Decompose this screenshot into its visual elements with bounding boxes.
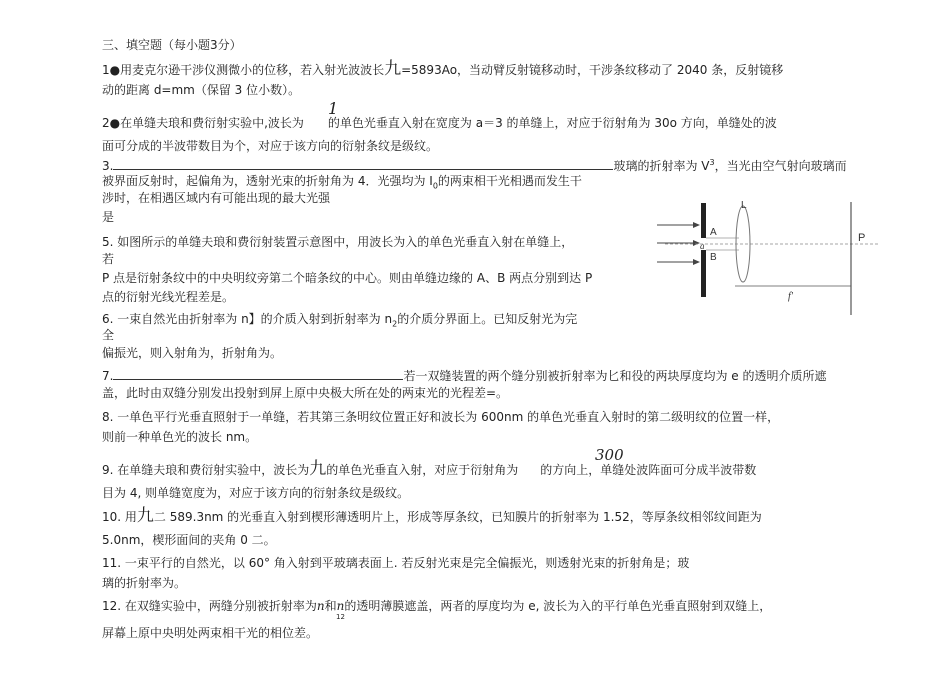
- question-2-cont: 面可分成的半波带数目为个，对应于该方向的衍射条纹是级纹。: [102, 139, 439, 153]
- label-b-point: B: [710, 252, 717, 263]
- question-1: [102, 59, 784, 79]
- question-7: [102, 367, 826, 384]
- label-focal-length: f': [788, 291, 793, 302]
- question-10: [102, 506, 762, 526]
- question-1-cont: 动的距离 d=mm（保留 3 位小数）。: [102, 83, 301, 97]
- q7-num: 7.: [102, 369, 114, 383]
- q3-sup: 3: [709, 158, 715, 167]
- question-5-line2: 若: [102, 252, 115, 266]
- q2-float-symbol: 1: [328, 99, 339, 118]
- question-9-line2: 目为 4, 则单缝宽度为，对应于该方向的衍射条纹是级纹。: [102, 486, 410, 500]
- question-6: [102, 312, 577, 331]
- q3-text-b2: 的两束相干光相遇而发生干: [437, 174, 582, 188]
- incident-arrow-bottom: [693, 259, 700, 265]
- q1-lambda: 九: [384, 59, 402, 79]
- q12-small-label: 12: [336, 613, 345, 621]
- q10-text-b: 二 589.3nm 的光垂直入射到楔形薄透明片上，形成等厚条纹，已知膜片的折射率为 1.52，等厚条纹相邻纹间距为: [153, 510, 762, 524]
- q10-lambda: 九: [136, 506, 154, 526]
- q3-blank: [113, 157, 613, 170]
- q6-text-a: 6. 一束自然光由折射率为 n】的介质入射到折射率为 n: [102, 312, 393, 326]
- question-11: 11. 一束平行的自然光，以 60° 角入射到平玻璃表面上. 若反射光束是完全偏振光，则透射光束的折射角是；玻: [102, 556, 690, 570]
- q9-float-symbol: 300: [595, 446, 624, 464]
- question-3-line3: 涉时，在相遇区域内有可能出现的最大光强: [102, 191, 331, 205]
- q6-text-a2: 的介质分界面上。已知反射光为完: [397, 312, 578, 326]
- q3-text-b: 被界面反射时，起偏角为，透射光束的折射角为 4．光强均为 I: [102, 174, 433, 188]
- q3-text-a2: ，当光由空气射向玻璃而: [714, 159, 847, 173]
- q9-text-b: 的单色光垂直入射，对应于衍射角为: [326, 463, 519, 477]
- question-7-line2: 盖，此时由双缝分别发出投射到屏上原中央极大所在处的两束光的光程差=。: [102, 386, 509, 400]
- incident-arrow-top: [693, 222, 700, 228]
- q2-text-a: 2●在单缝夫琅和费衍射实验中,波长为: [102, 116, 304, 130]
- q9-lambda: 九: [309, 459, 327, 479]
- q2-text-b: 的单色光垂直入射在宽度为 a＝3 的单缝上，对应于衍射角为 30o 方向，单缝处的波: [327, 116, 777, 130]
- q9-text-c: 的方向上，单缝处波阵面可分成半波带数: [540, 463, 757, 477]
- question-9: [102, 459, 757, 479]
- question-3-line4: 是: [102, 210, 115, 224]
- question-10-line2: 5.0nm，楔形面间的夹角 0 二。: [102, 533, 276, 547]
- slit-screen-upper: [701, 203, 706, 238]
- q9-text-a: 9. 在单缝夫琅和费衍射实验中，波长为: [102, 463, 310, 477]
- q10-text-a: 10. 用: [102, 510, 137, 524]
- question-6-line3: 偏振光，则入射角为，折射角为。: [102, 346, 283, 360]
- question-5-line4: 点的衍射光线光程差是。: [102, 290, 235, 304]
- incident-arrow-mid: [693, 240, 700, 246]
- label-a-point: A: [710, 227, 717, 238]
- question-5: 5. 如图所示的单缝夫琅和费衍射装置示意图中，用波长为入的单色光垂直入射在单缝上，: [102, 235, 574, 249]
- slit-screen-lower: [701, 250, 706, 297]
- q12-n2: n: [336, 599, 345, 613]
- question-11-line2: 璃的折射率为。: [102, 576, 187, 590]
- question-3: [102, 155, 847, 174]
- label-point-p: P: [858, 232, 866, 244]
- q3-text-a: 玻璃的折射率为 V: [613, 159, 710, 173]
- question-8-line2: 则前一种单色光的波长 nm。: [102, 430, 258, 444]
- q3-sub: 0: [432, 181, 438, 191]
- question-8: 8. 一单色平行光垂直照射于一单缝，若其第三条明纹位置正好和波长为 600nm 的单色光垂直入射时的第二级明纹的位置一样，: [102, 410, 780, 424]
- question-12: [102, 599, 771, 614]
- q3-num: 3.: [102, 159, 114, 173]
- label-slit-width: a: [700, 241, 705, 251]
- q1-text-a: 1●用麦克尔逊干涉仪测微小的位移，若入射光波波长: [102, 63, 385, 77]
- q7-text-a: 若一双缝装置的两个缝分别被折射率为匕和役的两块厚度均为 e 的透明介质所遮: [403, 369, 827, 383]
- question-12-line2: 屏幕上原中央明处两束相干光的相位差。: [102, 626, 319, 640]
- section-title: 三、填空题（每小题3分）: [102, 38, 242, 52]
- q12-n1: n: [316, 599, 325, 613]
- question-2: [102, 116, 777, 131]
- single-slit-diagram: [655, 200, 885, 320]
- q6-sub: 2: [392, 319, 398, 329]
- q7-blank: [113, 367, 403, 380]
- q12-text-b: 的透明薄膜遮盖，两者的厚度均为 e, 波长为入的平行单色光垂直照射到双缝上，: [344, 599, 772, 613]
- label-lens: L: [741, 200, 747, 211]
- question-6-line2: 全: [102, 328, 115, 342]
- q1-text-b: =5893Ao，当动臂反射镜移动时，干涉条纹移动了 2040 条，反射镜移: [401, 63, 784, 77]
- q12-text-a: 12. 在双缝实验中，两缝分别被折射率为: [102, 599, 317, 613]
- q12-and: 和: [324, 599, 337, 613]
- question-5-line3: P 点是衍射条纹中的中央明纹旁第二个暗条纹的中心。则由单缝边缘的 A、B 两点分别到达 P: [102, 271, 593, 285]
